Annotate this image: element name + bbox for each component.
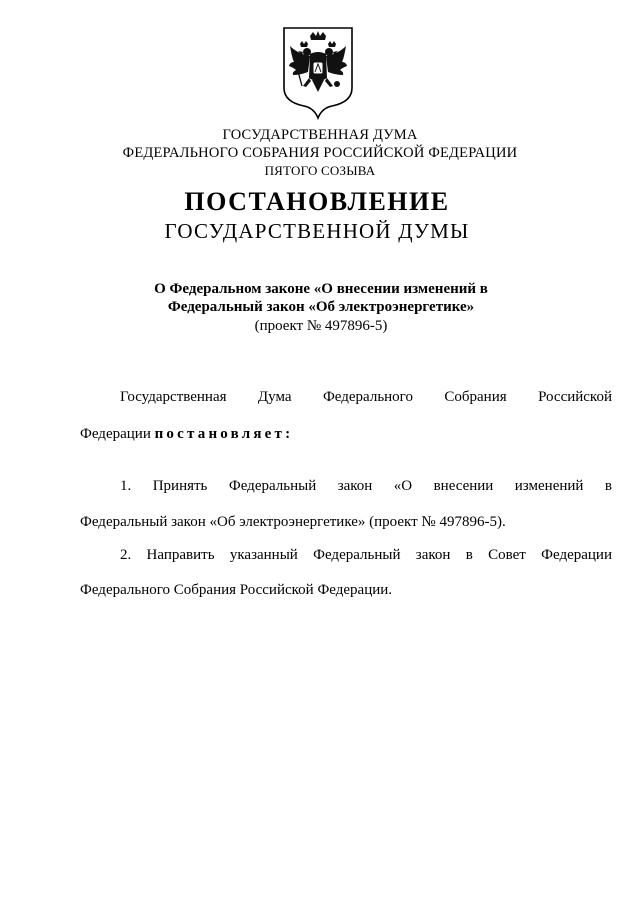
- item-1-line-2: Федеральный закон «Об электроэнергетике» (проект № 497896-5).: [80, 514, 506, 530]
- header-federal-assembly: ФЕДЕРАЛЬНОГО СОБРАНИЯ РОССИЙСКОЙ ФЕДЕРАЦИИ: [122, 145, 518, 161]
- preamble-federation-word: Федерации: [80, 426, 151, 442]
- resolves-keyword: постановляет:: [154, 426, 294, 442]
- preamble-line-2: [80, 424, 572, 444]
- document-title: ПОСТАНОВЛЕНИЕ: [184, 187, 450, 216]
- item-2-line-1: 2. Направить указанный Федеральный закон в Совет Федерации: [120, 547, 612, 563]
- header-convocation: ПЯТОГО СОЗЫВА: [264, 163, 376, 178]
- document-subtitle: ГОСУДАРСТВЕННОЙ ДУМЫ: [164, 219, 470, 243]
- header-duma: ГОСУДАРСТВЕННАЯ ДУМА: [222, 127, 418, 143]
- preamble-line-1: Государственная Дума Федерального Собрания Российской: [120, 389, 612, 405]
- item-2-line-2: Федерального Собрания Российской Федерации.: [80, 582, 393, 598]
- project-number: (проект № 497896-5): [254, 318, 388, 334]
- subject-line-2: Федеральный закон «Об электроэнергетике»: [167, 299, 475, 315]
- subject-line-1: О Федеральном законе «О внесении изменений в: [154, 281, 488, 297]
- double-headed-eagle-icon: [280, 24, 356, 120]
- item-1-line-1: 1. Принять Федеральный закон «О внесении изменений в: [120, 478, 612, 494]
